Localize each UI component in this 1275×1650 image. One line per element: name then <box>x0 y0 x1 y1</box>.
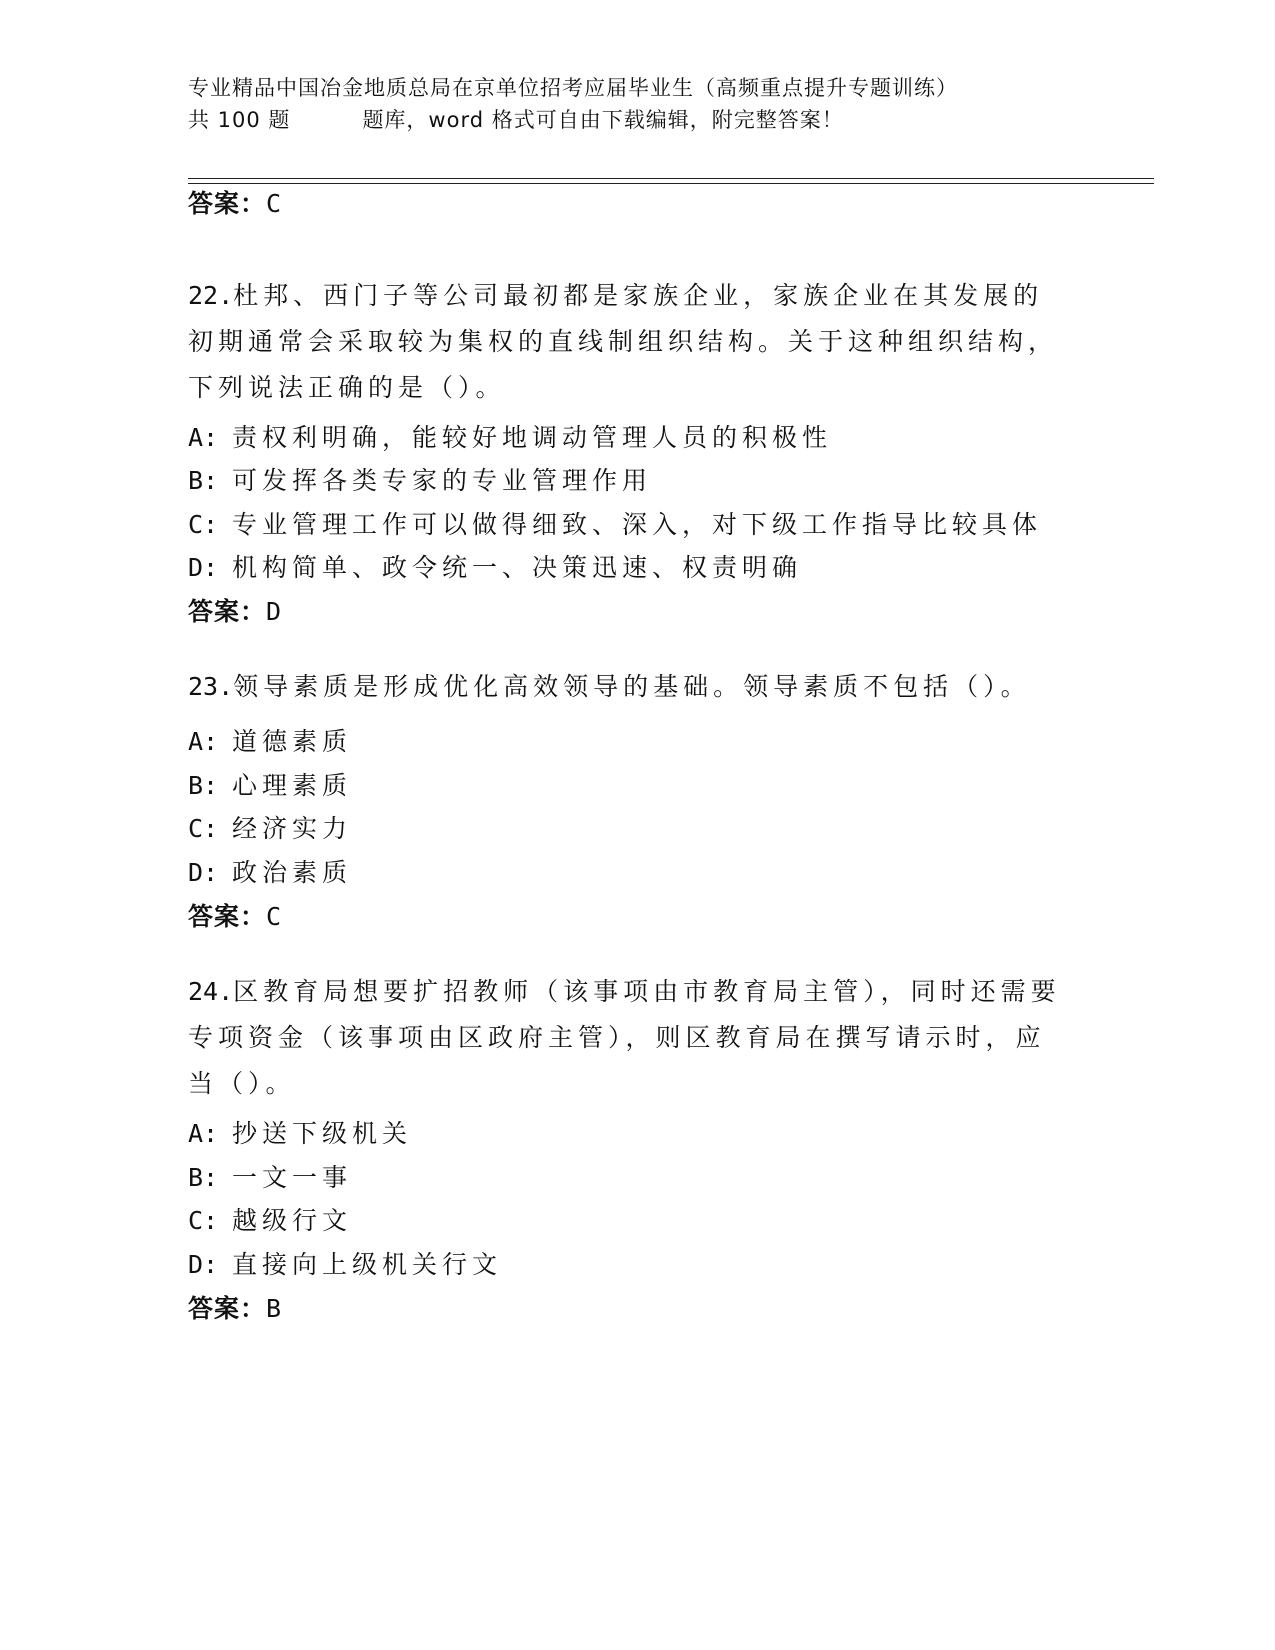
option-key: C: <box>188 510 219 539</box>
question-24-option-c <box>188 1203 352 1239</box>
answer-label: 答案： <box>188 597 267 626</box>
question-23-answer <box>188 899 282 935</box>
answer-label: 答案： <box>188 189 267 218</box>
option-key: D: <box>188 858 219 887</box>
option-text: 心理素质 <box>232 771 353 800</box>
question-22-answer <box>188 594 282 630</box>
question-22-text <box>188 273 1068 411</box>
option-text: 经济实力 <box>232 814 353 843</box>
header-rule-top <box>188 178 1154 179</box>
page-header <box>188 72 1148 136</box>
option-key: A: <box>188 1119 219 1148</box>
question-23-option-a <box>188 724 352 760</box>
question-22-option-b <box>188 463 652 499</box>
question-24-option-d <box>188 1247 502 1283</box>
question-22-option-d <box>188 550 802 586</box>
answer-label: 答案： <box>188 1294 267 1323</box>
option-text: 专业管理工作可以做得细致、深入，对下级工作指导比较具体 <box>232 510 1043 539</box>
answer-value: D <box>266 597 283 626</box>
question-24-answer <box>188 1291 282 1327</box>
question-24-text <box>188 969 1068 1107</box>
option-key: A: <box>188 423 219 452</box>
header-rule-bottom <box>188 183 1154 184</box>
option-key: C: <box>188 814 219 843</box>
option-text: 责权利明确，能较好地调动管理人员的积极性 <box>232 423 833 452</box>
question-stem: 杜邦、西门子等公司最初都是家族企业，家族企业在其发展的初期通常会采取较为集权的直线制组织结构。关于这种组织结构，下列说法正确的是（）。 <box>188 281 1059 402</box>
question-24-option-a <box>188 1116 412 1152</box>
question-number: 22. <box>188 281 234 310</box>
option-key: B: <box>188 771 219 800</box>
header-count: 共 100 题 <box>188 108 291 132</box>
header-title: 专业精品中国冶金地质总局在京单位招考应届毕业生（高频重点提升专题训练） <box>188 76 958 100</box>
question-stem: 区教育局想要扩招教师（该事项由市教育局主管），同时还需要专项资金（该事项由区政府主管），则区教育局在撰写请示时，应当（）。 <box>188 977 1061 1098</box>
question-stem: 领导素质是形成优化高效领导的基础。领导素质不包括（）。 <box>233 672 1031 701</box>
question-23-option-c <box>188 811 352 847</box>
header-subtitle <box>188 104 1148 136</box>
answer-value: B <box>266 1294 283 1323</box>
question-number: 23. <box>188 672 234 701</box>
question-22-option-a <box>188 420 832 456</box>
option-text: 道德素质 <box>232 727 353 756</box>
option-key: D: <box>188 553 219 582</box>
option-text: 直接向上级机关行文 <box>232 1250 503 1279</box>
answer-value: C <box>266 189 283 218</box>
question-number: 24. <box>188 977 234 1006</box>
option-text: 抄送下级机关 <box>232 1119 413 1148</box>
option-key: B: <box>188 1163 219 1192</box>
option-key: D: <box>188 1250 219 1279</box>
question-23-option-b <box>188 768 352 804</box>
question-23-text <box>188 664 1068 710</box>
option-text: 政治素质 <box>232 858 353 887</box>
answer-label: 答案： <box>188 902 267 931</box>
option-text: 可发挥各类专家的专业管理作用 <box>232 466 653 495</box>
option-text: 机构简单、政令统一、决策迅速、权责明确 <box>232 553 803 582</box>
option-text: 越级行文 <box>232 1206 353 1235</box>
answer-value: C <box>266 902 283 931</box>
question-24-option-b <box>188 1160 352 1196</box>
answer-line <box>188 186 282 222</box>
question-23-option-d <box>188 855 352 891</box>
header-note: 题库，word 格式可自由下载编辑，附完整答案！ <box>362 108 844 132</box>
option-key: B: <box>188 466 219 495</box>
option-key: C: <box>188 1206 219 1235</box>
option-key: A: <box>188 727 219 756</box>
option-text: 一文一事 <box>232 1163 353 1192</box>
question-22-option-c <box>188 507 1042 543</box>
